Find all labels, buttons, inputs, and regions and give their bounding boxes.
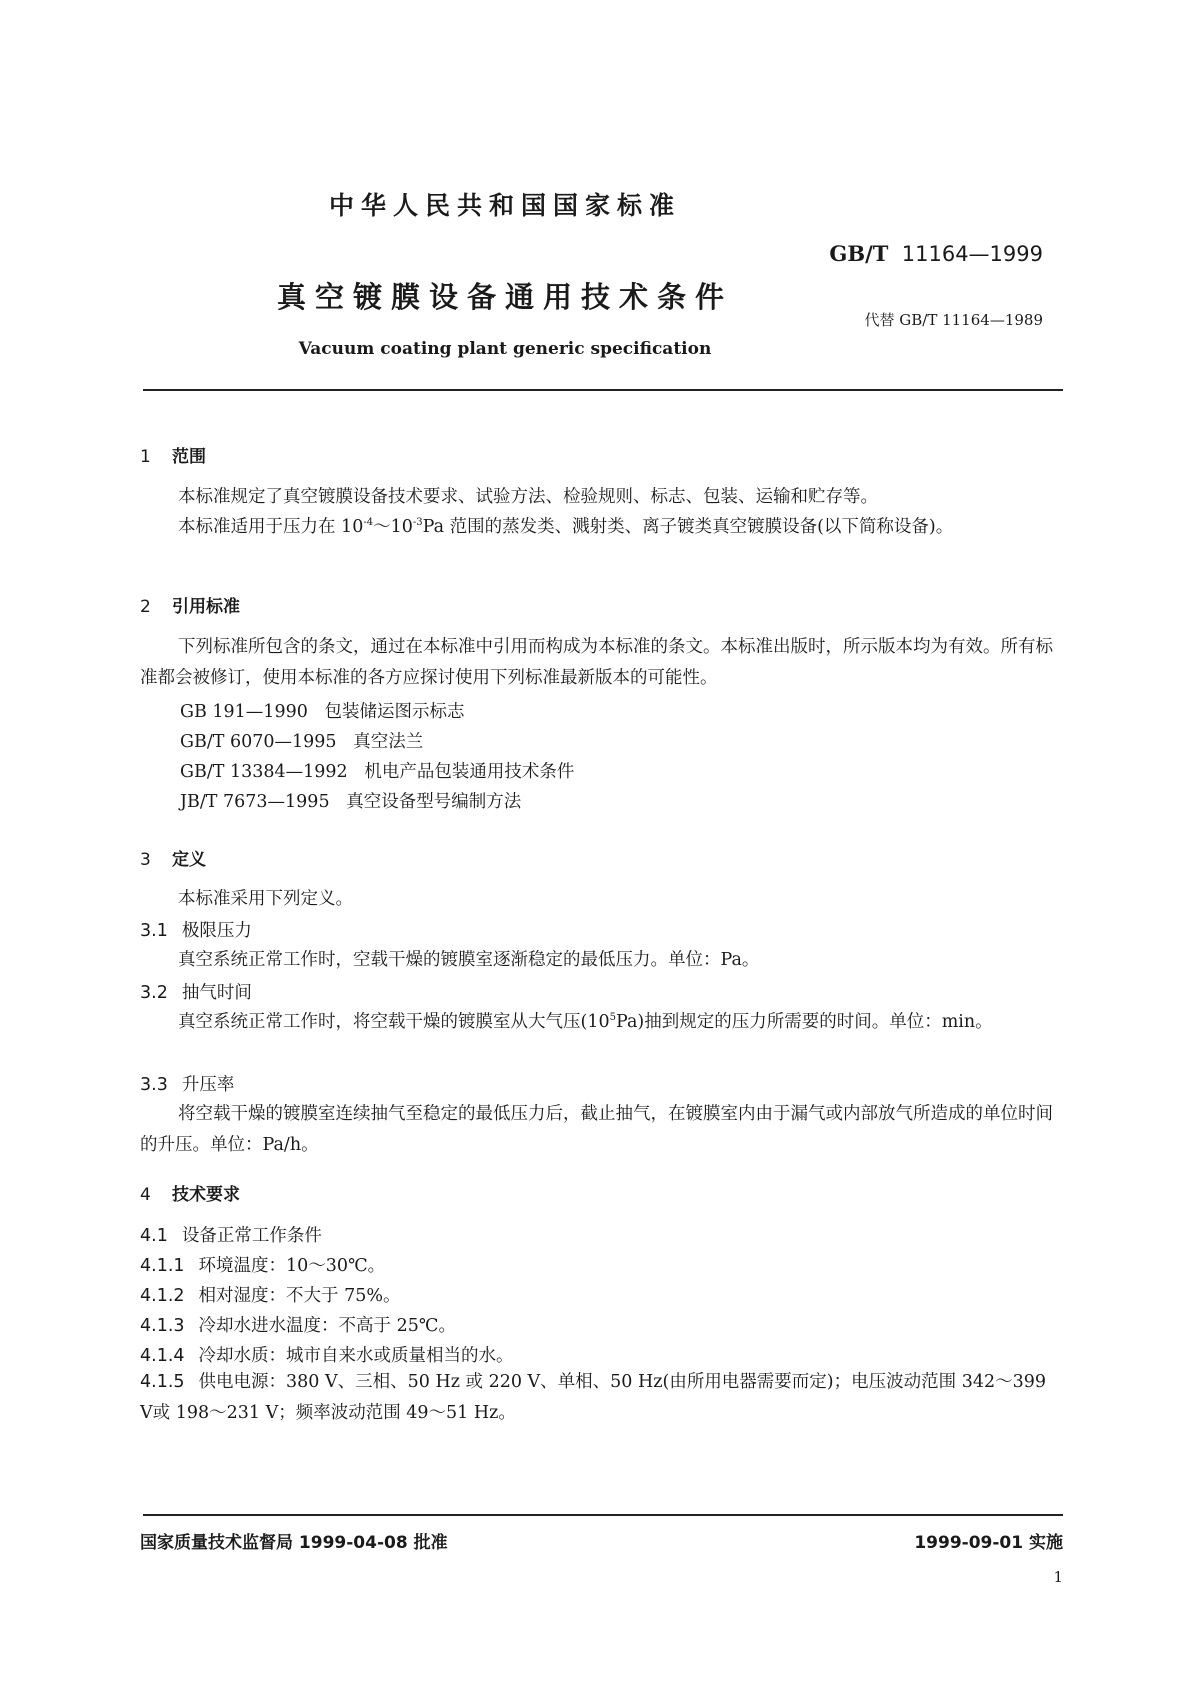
section-2-title: 引用标准 (172, 597, 240, 617)
clause-4-1-title: 设备正常工作条件 (181, 1226, 322, 1246)
definition-3-2-title: 抽气时间 (181, 983, 252, 1003)
clause-number: 4.1.4 (140, 1346, 185, 1366)
implementation-date: 1999-09-01 实施 (914, 1533, 1063, 1553)
d2-exponent: 5 (609, 1012, 616, 1024)
section-4-number: 4 (140, 1185, 151, 1205)
clause-item (140, 1312, 456, 1337)
definition-3-3-number: 3.3 (140, 1075, 168, 1095)
reference-item (180, 698, 465, 723)
clause-4-1-number: 4.1 (140, 1226, 168, 1246)
definition-3-1-number: 3.1 (140, 921, 168, 941)
replaces-note: 代替 GB/T 11164—1989 (864, 311, 1043, 329)
section-2-number: 2 (140, 597, 151, 617)
standard-prefix: GB/T (829, 241, 889, 266)
clause-text: 冷却水质：城市自来水或质量相当的水。 (198, 1346, 514, 1366)
section-3-number: 3 (140, 850, 151, 870)
reference-code: JB/T 7673—1995 (180, 792, 330, 812)
definition-3-2-heading (140, 979, 252, 1004)
s1-p2-c: Pa 范围的蒸发类、溅射类、离子镀类真空镀膜设备(以下简称设备)。 (422, 517, 954, 537)
definition-3-1-heading (140, 917, 252, 942)
english-title: Vacuum coating plant generic specification (298, 339, 712, 359)
section-1-paragraph-2 (140, 512, 1062, 543)
definition-3-3-title: 升压率 (181, 1075, 235, 1095)
definition-3-3-text: 将空载干燥的镀膜室连续抽气至稳定的最低压力后，截止抽气，在镀膜室内由于漏气或内部放气所造成的单位时间的升压。单位：Pa/h。 (140, 1104, 1053, 1155)
reference-item (180, 758, 574, 783)
d2-text-a: 真空系统正常工作时，将空载干燥的镀膜室从大气压(10 (178, 1012, 610, 1032)
definition-3-1-title: 极限压力 (181, 921, 252, 941)
d2-text-b: Pa)抽到规定的压力所需要的时间。单位：min。 (615, 1012, 993, 1032)
clause-text: 相对湿度：不大于 75%。 (198, 1286, 401, 1306)
clause-item (140, 1342, 514, 1367)
definition-3-3-heading (140, 1071, 234, 1096)
section-1-title: 范围 (172, 447, 206, 467)
national-standard-heading: 中华人民共和国国家标准 (328, 191, 681, 220)
page-number: 1 (1053, 1568, 1063, 1586)
definition-3-1-text: 真空系统正常工作时，空载干燥的镀膜室逐渐稳定的最低压力。单位：Pa。 (178, 950, 760, 970)
definition-3-2-number: 3.2 (140, 983, 168, 1003)
section-3-title: 定义 (172, 850, 206, 870)
section-4-heading (140, 1180, 240, 1205)
reference-name: 真空设备型号编制方法 (346, 792, 522, 812)
clause-number: 4.1.3 (140, 1316, 185, 1336)
definition-3-2-text (140, 1007, 1062, 1038)
section-1-paragraph-1: 本标准规定了真空镀膜设备技术要求、试验方法、检验规则、标志、包装、运输和贮存等。 (178, 487, 878, 507)
clause-4-1-5 (140, 1367, 1062, 1429)
reference-code: GB 191—1990 (180, 702, 308, 722)
s1-p2-exp1: -4 (363, 517, 374, 529)
reference-name: 真空法兰 (353, 732, 424, 752)
section-3-paragraph: 本标准采用下列定义。 (178, 889, 353, 909)
document-title: 真空镀膜设备通用技术条件 (276, 280, 733, 314)
standard-code: 11164—1999 (901, 242, 1043, 266)
section-1-number: 1 (140, 447, 151, 467)
clause-text: 冷却水进水温度：不高于 25℃。 (198, 1316, 456, 1336)
clause-text: 环境温度：10～30℃。 (198, 1256, 386, 1276)
clause-4-1-heading (140, 1222, 322, 1247)
standard-number (829, 241, 1043, 266)
section-4-title: 技术要求 (172, 1185, 240, 1205)
section-1-heading (140, 442, 206, 467)
s1-p2-exp2: -3 (412, 517, 423, 529)
section-2-heading (140, 592, 240, 617)
reference-code: GB/T 6070—1995 (180, 732, 337, 752)
s1-p2-b: ～10 (373, 517, 413, 537)
reference-item (180, 728, 423, 753)
section-2-paragraph: 下列标准所包含的条文，通过在本标准中引用而构成为本标准的条文。本标准出版时，所示版本均为有效。所有标准都会被修订，使用本标准的各方应探讨使用下列标准最新版本的可能性。 (140, 637, 1053, 688)
footer-divider (143, 1514, 1063, 1516)
clause-item (140, 1282, 401, 1307)
reference-code: GB/T 13384—1992 (180, 762, 348, 782)
header-divider (143, 389, 1063, 391)
s1-p2-a: 本标准适用于压力在 10 (178, 517, 364, 537)
clause-number: 4.1.2 (140, 1286, 185, 1306)
clause-4-1-5-text: 供电电源：380 V、三相、50 Hz 或 220 V、单相、50 Hz(由所用电器需要而定)；电压波动范围 342～399 V或 198～231 V；频率波动范围 49～51 Hz。 (140, 1372, 1047, 1423)
clause-number: 4.1.1 (140, 1256, 185, 1276)
clause-4-1-5-number: 4.1.5 (140, 1372, 185, 1392)
approval-note: 国家质量技术监督局 1999-04-08 批准 (140, 1533, 448, 1553)
reference-item (180, 788, 521, 813)
section-3-heading (140, 845, 206, 870)
reference-name: 机电产品包装通用技术条件 (364, 762, 575, 782)
clause-item (140, 1252, 385, 1277)
reference-name: 包装储运图示标志 (324, 702, 465, 722)
